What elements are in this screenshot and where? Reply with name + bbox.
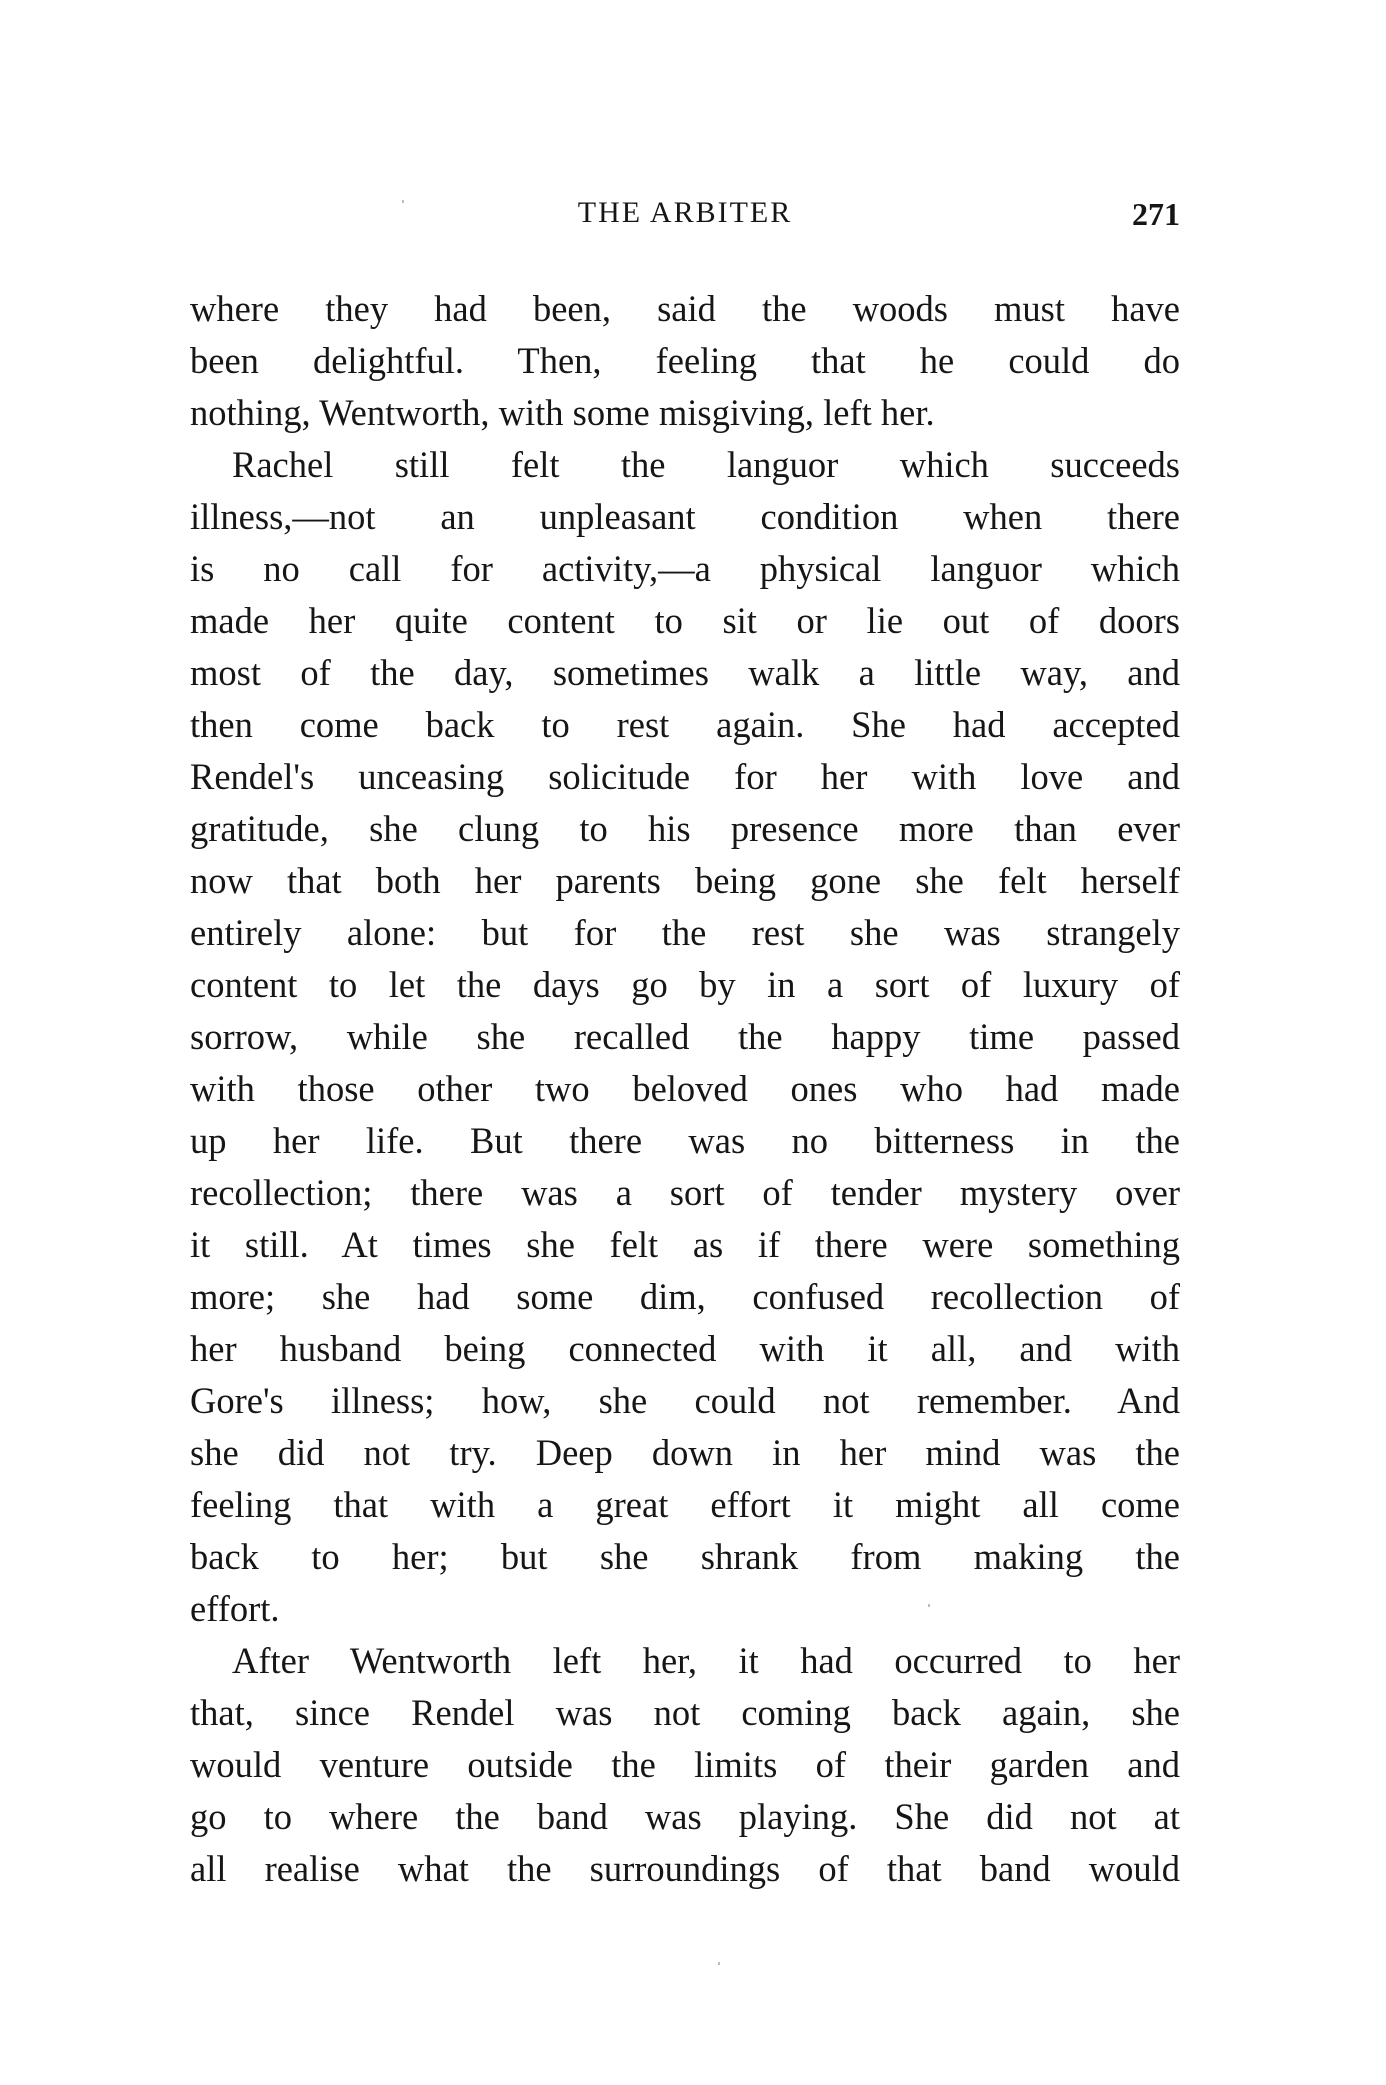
paper-speck <box>928 1604 930 1607</box>
text-line: now that both her parents being gone she felt herself <box>190 860 1180 901</box>
text-line: recollection; there was a sort of tender mystery over <box>190 1172 1180 1213</box>
body-text <box>190 283 1180 1895</box>
text-line: sorrow, while she recalled the happy time passed <box>190 1016 1180 1057</box>
text-line: been delightful. Then, feeling that he could do <box>190 340 1180 381</box>
text-line: with those other two beloved ones who had made <box>190 1068 1180 1109</box>
text-line: After Wentworth left her, it had occurred to her <box>232 1640 1180 1681</box>
text-line: Rachel still felt the languor which succeeds <box>232 444 1180 485</box>
text-line: most of the day, sometimes walk a little way, and <box>190 652 1180 693</box>
text-line: it still. At times she felt as if there were something <box>190 1224 1180 1265</box>
text-line: feeling that with a great effort it might all come <box>190 1484 1180 1525</box>
text-line: would venture outside the limits of their garden and <box>190 1744 1180 1785</box>
page-number: 271 <box>1132 196 1180 232</box>
text-line: more; she had some dim, confused recollection of <box>190 1276 1180 1317</box>
text-line: all realise what the surroundings of that band would <box>190 1848 1180 1889</box>
text-line: effort. <box>190 1588 280 1629</box>
running-header <box>190 196 1180 236</box>
text-line: where they had been, said the woods must have <box>190 288 1180 329</box>
text-line: go to where the band was playing. She did not at <box>190 1796 1180 1837</box>
paper-speck <box>402 200 404 203</box>
text-line: her husband being connected with it all, and with <box>190 1328 1180 1369</box>
text-line: content to let the days go by in a sort of luxury of <box>190 964 1180 1005</box>
text-line: back to her; but she shrank from making the <box>190 1536 1180 1577</box>
text-line: Gore's illness; how, she could not remember. And <box>190 1380 1180 1421</box>
text-line: up her life. But there was no bitterness in the <box>190 1120 1180 1161</box>
text-line: she did not try. Deep down in her mind was the <box>190 1432 1180 1473</box>
text-line: is no call for activity,—a physical languor which <box>190 548 1180 589</box>
text-line: made her quite content to sit or lie out of doors <box>190 600 1180 641</box>
text-line: that, since Rendel was not coming back again, she <box>190 1692 1180 1733</box>
paper-speck <box>718 1962 720 1965</box>
text-line: Rendel's unceasing solicitude for her with love and <box>190 756 1180 797</box>
text-line: illness,—not an unpleasant condition when there <box>190 496 1180 537</box>
chapter-title: THE ARBITER <box>577 196 793 229</box>
text-line: nothing, Wentworth, with some misgiving, left her. <box>190 392 935 433</box>
text-line: then come back to rest again. She had accepted <box>190 704 1180 745</box>
text-line: gratitude, she clung to his presence more than ever <box>190 808 1180 849</box>
text-line: entirely alone: but for the rest she was strangely <box>190 912 1180 953</box>
